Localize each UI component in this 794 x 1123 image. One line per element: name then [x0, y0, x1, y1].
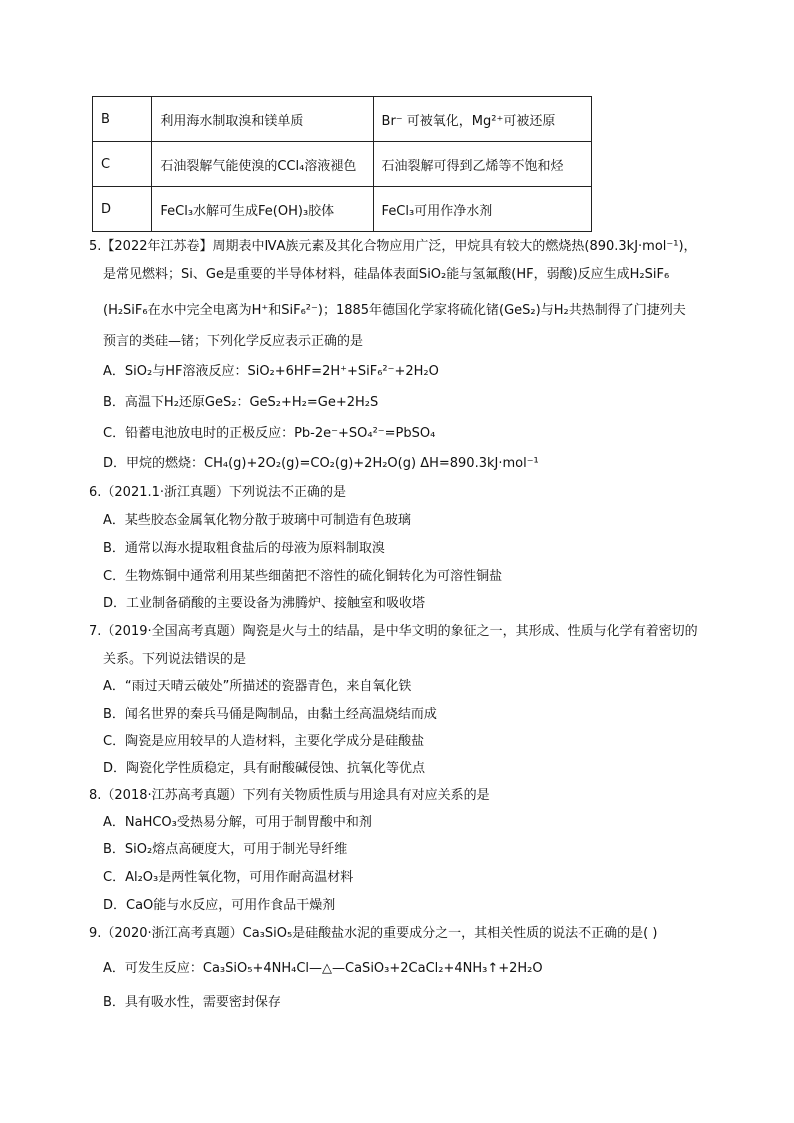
- option-letter: D: [93, 187, 152, 232]
- options-table: [92, 96, 592, 232]
- q7-option-a: A．“雨过天晴云破处”所描述的瓷器青色，来自氧化铁: [103, 679, 412, 694]
- q8-option-c: C．Al₂O₃是两性氧化物，可用作耐高温材料: [103, 870, 354, 885]
- option-letter: B: [93, 97, 152, 142]
- q5-option-c: C．铅蓄电池放电时的正极反应：Pb-2e⁻+SO₄²⁻=PbSO₄: [103, 426, 436, 441]
- option-reason: Br⁻ 可被氧化，Mg²⁺可被还原: [373, 97, 591, 142]
- option-fact: 利用海水制取溴和镁单质: [152, 97, 373, 142]
- q5-option-a: A．SiO₂与HF溶液反应：SiO₂+6HF=2H⁺+SiF₆²⁻+2H₂O: [103, 364, 439, 379]
- table-row: [93, 142, 592, 187]
- q5-option-b: B．高温下H₂还原GeS₂：GeS₂+H₂=Ge+2H₂S: [103, 395, 379, 410]
- option-fact: 石油裂解气能使溴的CCl₄溶液褪色: [152, 142, 373, 187]
- q9-option-b: B．具有吸水性，需要密封保存: [103, 995, 281, 1010]
- q6-option-c: C．生物炼铜中通常利用某些细菌把不溶性的硫化铜转化为可溶性铜盐: [103, 569, 503, 584]
- q7-stem-line2: 关系。下列说法错误的是: [103, 652, 247, 667]
- table-row: [93, 187, 592, 232]
- q5-stem-line4: 预言的类硅—锗；下列化学反应表示正确的是: [103, 334, 364, 349]
- q7-option-d: D．陶瓷化学性质稳定，具有耐酸碱侵蚀、抗氧化等优点: [103, 761, 426, 776]
- table-row: [93, 97, 592, 142]
- q9-option-a: A．可发生反应：Ca₃SiO₅+4NH₄Cl—△—CaSiO₃+2CaCl₂+4NH₃↑+2H₂O: [103, 961, 543, 976]
- q8-stem: 8.（2018·江苏高考真题）下列有关物质性质与用途具有对应关系的是: [89, 788, 490, 803]
- q5-stem-line1: 5.【2022年江苏卷】周期表中ⅣA族元素及其化合物应用广泛，甲烷具有较大的燃烧热(890.3kJ·mol⁻¹)，: [89, 239, 697, 254]
- q7-stem-line1: 7.（2019·全国高考真题）陶瓷是火与土的结晶，是中华文明的象征之一，其形成、性质与化学有着密切的: [89, 624, 698, 639]
- q5-option-d: D．甲烷的燃烧：CH₄(g)+2O₂(g)=CO₂(g)+2H₂O(g) ΔH=890.3kJ·mol⁻¹: [103, 456, 539, 471]
- q8-option-d: D．CaO能与水反应，可用作食品干燥剂: [103, 898, 336, 913]
- q8-option-b: B．SiO₂熔点高硬度大，可用于制光导纤维: [103, 842, 348, 857]
- q8-option-a: A．NaHCO₃受热易分解，可用于制胃酸中和剂: [103, 815, 372, 830]
- q5-stem-line2: 是常见燃料；Si、Ge是重要的半导体材料，硅晶体表面SiO₂能与氢氟酸(HF，弱酸)反应生成H₂SiF₆: [103, 267, 670, 282]
- q6-stem: 6.（2021.1·浙江真题）下列说法不正确的是: [89, 485, 347, 500]
- option-letter: C: [93, 142, 152, 187]
- option-reason: FeCl₃可用作净水剂: [373, 187, 591, 232]
- q9-stem: 9.（2020·浙江高考真题）Ca₃SiO₅是硅酸盐水泥的重要成分之一，其相关性质的说法不正确的是( ): [89, 926, 658, 941]
- q5-stem-line3: (H₂SiF₆在水中完全电离为H⁺和SiF₆²⁻)；1885年德国化学家将硫化锗(GeS₂)与H₂共热制得了门捷列夫: [103, 303, 686, 318]
- option-reason: 石油裂解可得到乙烯等不饱和烃: [373, 142, 591, 187]
- option-fact: FeCl₃水解可生成Fe(OH)₃胶体: [152, 187, 373, 232]
- q7-option-b: B．闻名世界的秦兵马俑是陶制品，由黏土经高温烧结而成: [103, 707, 437, 722]
- q6-option-b: B．通常以海水提取粗食盐后的母液为原料制取溴: [103, 541, 385, 556]
- q7-option-c: C．陶瓷是应用较早的人造材料，主要化学成分是硅酸盐: [103, 734, 425, 749]
- q6-option-a: A．某些胶态金属氧化物分散于玻璃中可制造有色玻璃: [103, 513, 411, 528]
- q6-option-d: D．工业制备硝酸的主要设备为沸腾炉、接触室和吸收塔: [103, 596, 426, 611]
